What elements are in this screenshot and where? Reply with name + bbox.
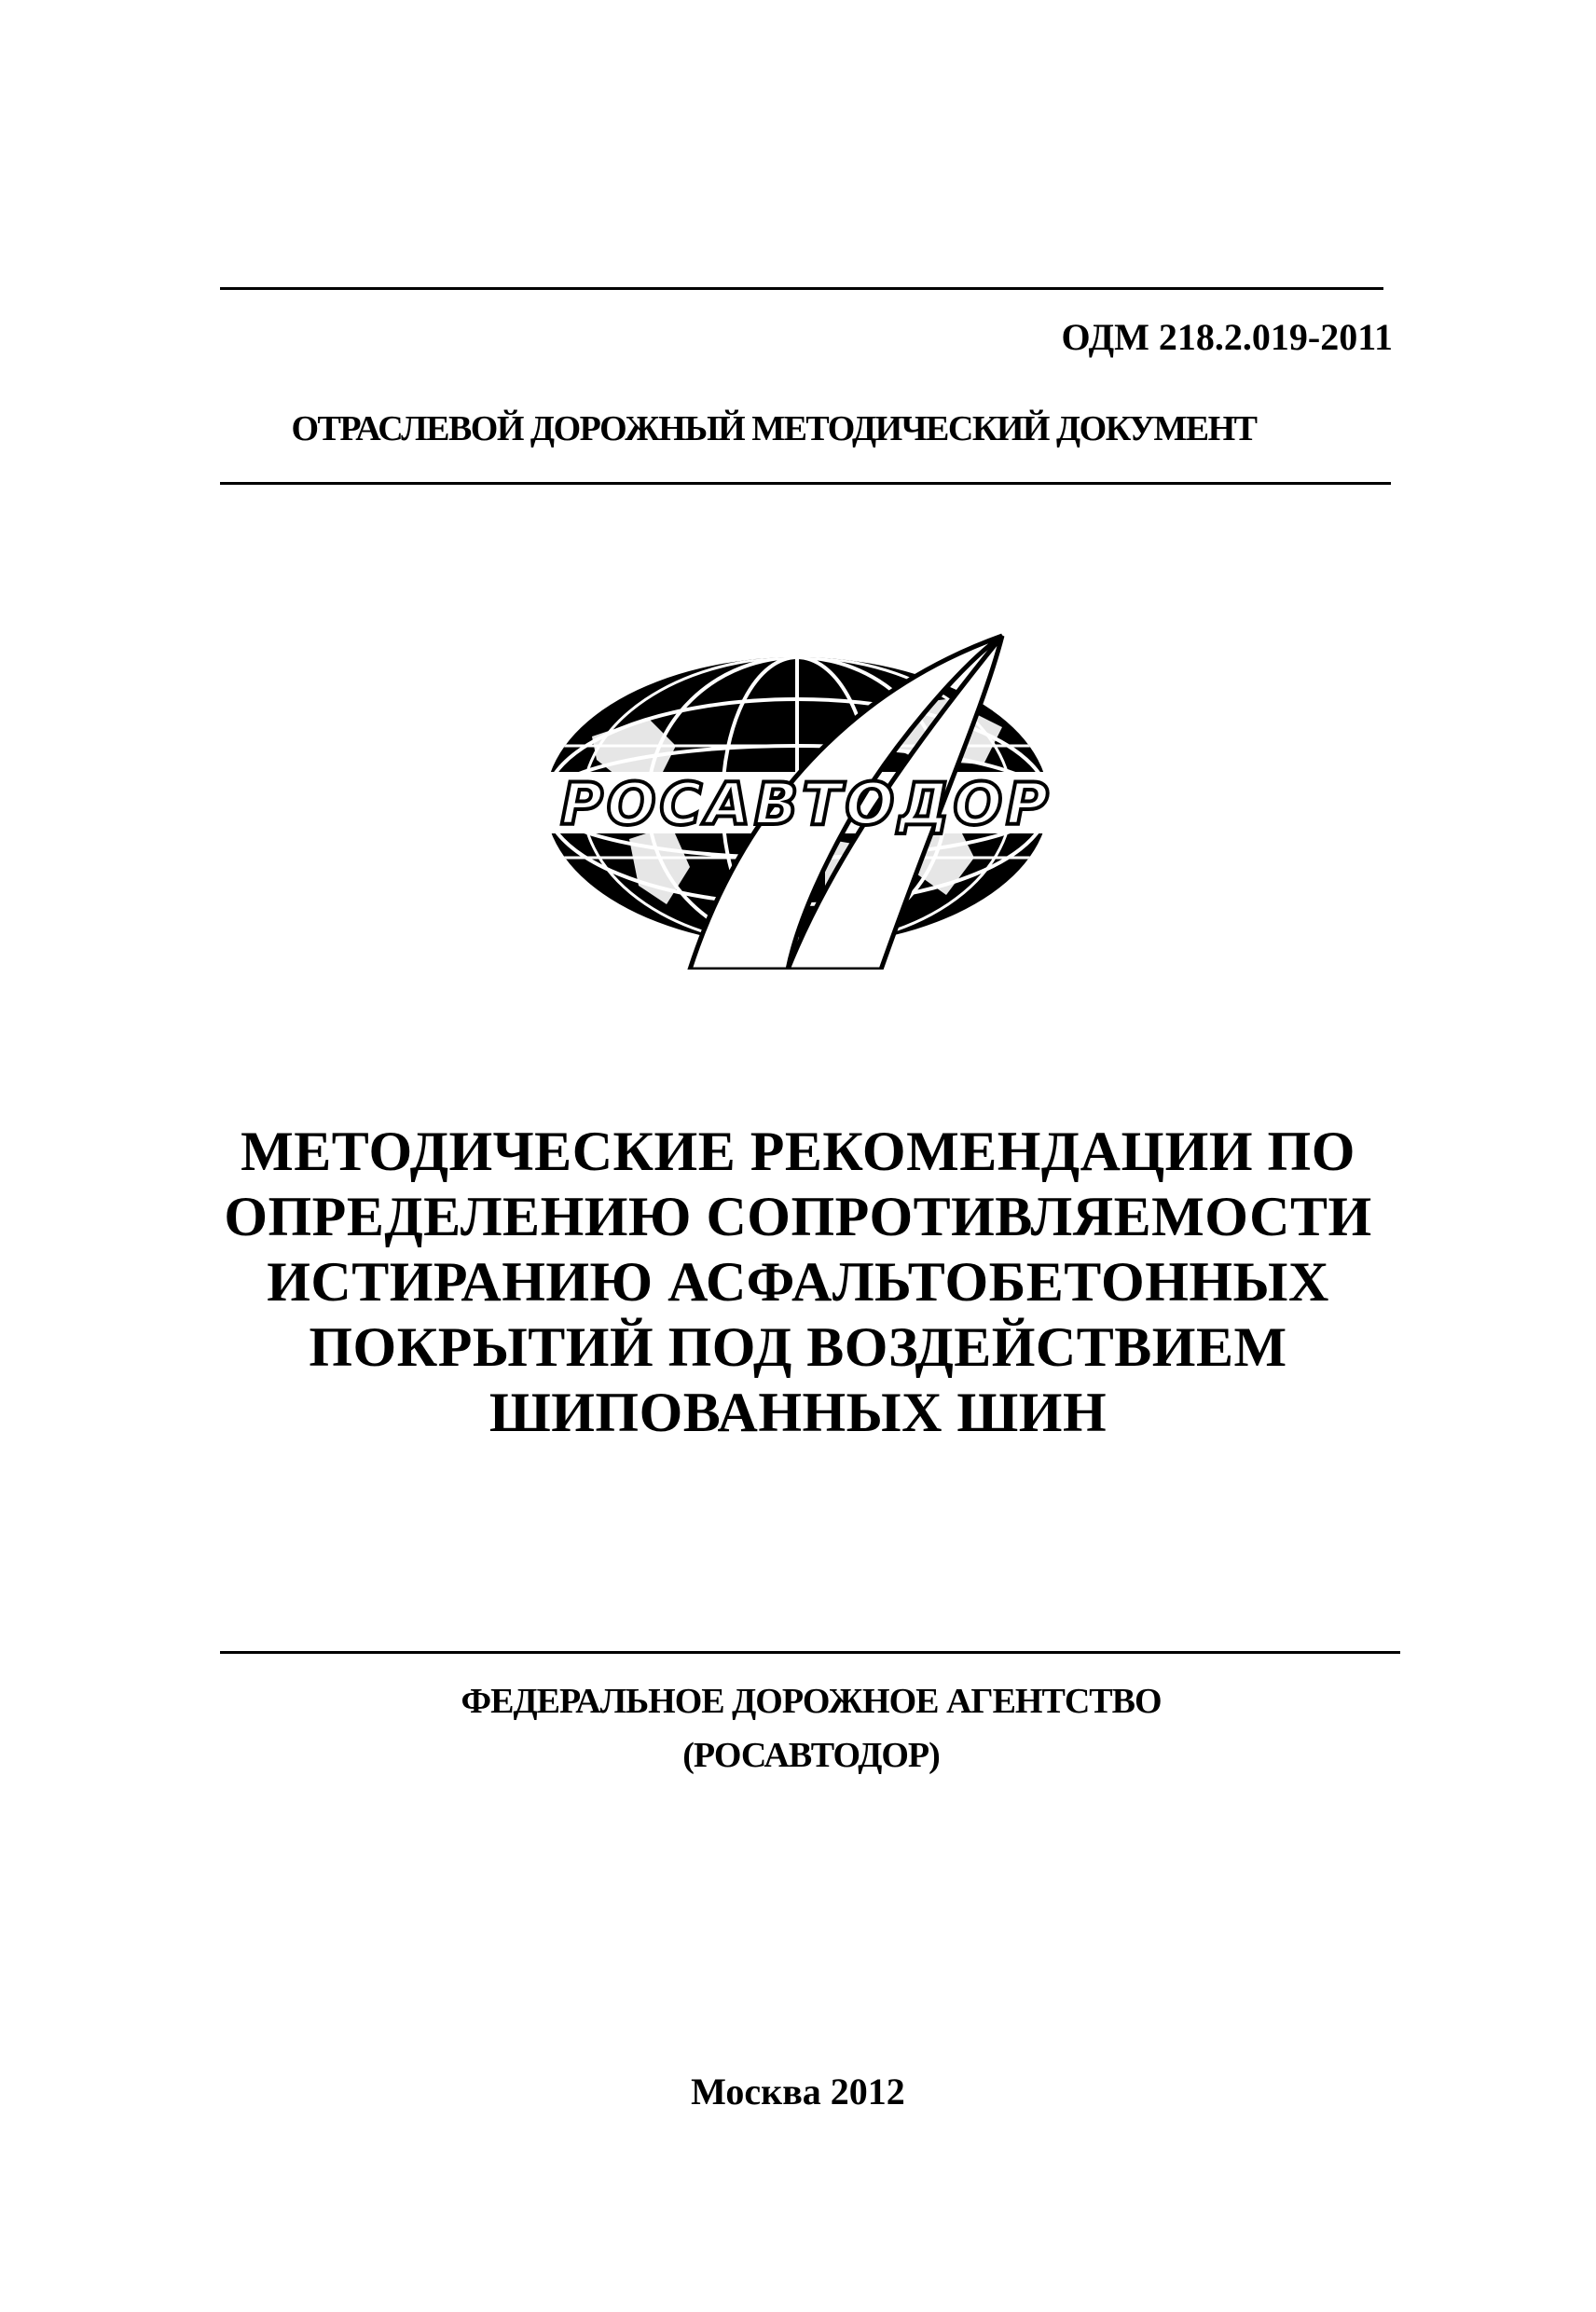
issuing-agency — [224, 1674, 1398, 1782]
rosavtodor-logo — [517, 625, 1095, 970]
document-type: ОТРАСЛЕВОЙ ДОРОЖНЫЙ МЕТОДИЧЕСКИЙ ДОКУМЕНТ — [291, 409, 1257, 448]
rosavtodor-globe-logo-icon — [517, 625, 1095, 970]
top-rule — [220, 287, 1383, 290]
agency-name: ФЕДЕРАЛЬНОЕ ДОРОЖНОЕ АГЕНТСТВО — [461, 1682, 1162, 1721]
logo-wordmark: РОСАВТОДОР — [560, 770, 1053, 838]
title-line: ШИПОВАННЫХ ШИН — [488, 1382, 1108, 1443]
agency-abbreviation: (РОСАВТОДОР) — [682, 1736, 940, 1775]
title-line: ОПРЕДЕЛЕНИЮ СОПРОТИВЛЯЕМОСТИ — [224, 1186, 1372, 1247]
publication-place-year: Москва 2012 — [691, 2071, 905, 2112]
document-code: ОДМ 218.2.019-2011 — [1061, 316, 1393, 358]
agency-top-rule — [220, 1651, 1400, 1654]
title-line: ИСТИРАНИЮ АСФАЛЬТОБЕТОННЫХ — [267, 1251, 1329, 1313]
title-line: МЕТОДИЧЕСКИЕ РЕКОМЕНДАЦИИ ПО — [241, 1121, 1355, 1182]
title-line: ПОКРЫТИЙ ПОД ВОЗДЕЙСТВИЕМ — [309, 1316, 1287, 1378]
document-title — [186, 1119, 1410, 1445]
header-bottom-rule — [220, 482, 1391, 485]
